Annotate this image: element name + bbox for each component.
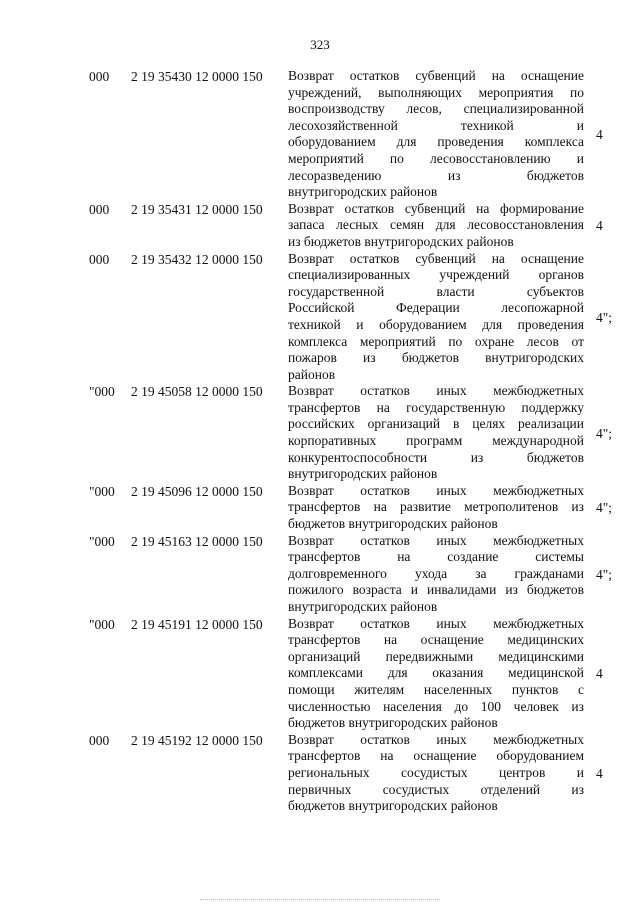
admin-code: 000: [89, 732, 110, 748]
admin-code: 000: [89, 201, 110, 217]
admin-code: 000: [89, 69, 110, 84]
table-row: [0, 483, 640, 533]
normative-percent: 4: [596, 127, 603, 142]
description-line: региональных сосудистых центров и: [288, 764, 584, 780]
budget-codes-table: [0, 68, 640, 815]
description-line: бюджетов внутригородских районов: [288, 798, 498, 814]
revenue-description: [288, 483, 584, 533]
description-line: Возврат остатков иных межбюджетных: [288, 482, 584, 498]
normative-percent: 4";: [596, 566, 613, 582]
admin-code: "000: [89, 616, 115, 632]
description-line: пожаров из бюджетов внутригородских: [288, 350, 584, 366]
description-line: бюджетов внутригородских районов: [288, 516, 498, 532]
description-line: Возврат остатков иных межбюджетных: [288, 532, 584, 548]
description-line: Возврат остатков субвенций на оснащение: [288, 68, 584, 83]
normative-percent: 4: [596, 666, 603, 682]
revenue-description: [288, 68, 584, 201]
description-line: комплексами для оказания медицинской: [288, 665, 584, 681]
description-line: трансфертов на оснащение медицинских: [288, 632, 584, 648]
description-line: пожилого возраста и инвалидами из бюджетов: [288, 582, 584, 598]
description-line: трансфертов на оснащение оборудованием: [288, 748, 584, 764]
revenue-description: [288, 201, 584, 251]
description-line: лесохозяйственной техникой и: [288, 117, 584, 133]
budget-classification-code: 2 19 45192 12 0000 150: [131, 732, 263, 748]
description-line: первичных сосудистых отделений из: [288, 781, 584, 797]
description-line: мероприятий по лесовосстановлению и: [288, 150, 584, 166]
description-line: учреждений, выполняющих мероприятия по: [288, 84, 584, 100]
description-line: лесоразведению из бюджетов: [288, 167, 584, 183]
budget-classification-code: 2 19 45163 12 0000 150: [131, 533, 263, 549]
description-line: запаса лесных семян для лесовосстановления: [288, 217, 584, 233]
description-line: районов: [288, 366, 336, 382]
page-bottom-rule: [200, 899, 440, 901]
description-line: комплекса мероприятий по охране лесов от: [288, 333, 584, 349]
description-line: внутригородских районов: [288, 184, 438, 200]
table-row: [0, 251, 640, 384]
revenue-description: [288, 533, 584, 616]
budget-classification-code: 2 19 45096 12 0000 150: [131, 483, 263, 499]
normative-percent: 4: [596, 765, 603, 781]
description-line: государственной власти субъектов: [288, 283, 584, 299]
description-line: бюджетов внутригородских районов: [288, 715, 498, 731]
description-line: организаций передвижными медицинскими: [288, 648, 584, 664]
table-row: [0, 201, 640, 251]
description-line: российских организаций в целях реализации: [288, 416, 584, 432]
description-line: корпоративных программ международной: [288, 433, 584, 449]
admin-code: "000: [89, 384, 115, 400]
budget-classification-code: 2 19 35432 12 0000 150: [131, 251, 263, 267]
normative-percent: 4";: [596, 309, 613, 325]
normative-percent: 4";: [596, 500, 613, 516]
description-line: численностью населения до 100 человек из: [288, 698, 584, 714]
description-line: Российской Федерации лесопожарной: [288, 300, 584, 316]
description-line: внутригородских районов: [288, 466, 438, 482]
description-line: внутригородских районов: [288, 599, 438, 614]
description-line: Возврат остатков иных межбюджетных: [288, 383, 584, 399]
description-line: оборудованием для проведения комплекса: [288, 134, 584, 150]
description-line: помощи жителям населенных пунктов с: [288, 681, 584, 697]
normative-percent: 4";: [596, 425, 613, 441]
table-row: [0, 68, 640, 201]
description-line: долговременного ухода за гражданами: [288, 565, 584, 581]
admin-code: "000: [89, 483, 115, 499]
table-row: [0, 616, 640, 732]
description-line: трансфертов на государственную поддержку: [288, 399, 584, 415]
description-line: Возврат остатков иных межбюджетных: [288, 731, 584, 747]
revenue-description: [288, 732, 584, 815]
admin-code: 000: [89, 251, 110, 267]
budget-classification-code: 2 19 35431 12 0000 150: [131, 201, 263, 217]
admin-code: "000: [89, 533, 115, 549]
revenue-description: [288, 251, 584, 384]
description-line: трансфертов на развитие метрополитенов из: [288, 499, 584, 515]
normative-percent: 4: [596, 218, 603, 234]
budget-classification-code: 2 19 45058 12 0000 150: [131, 384, 263, 400]
description-line: Возврат остатков субвенций на формирование: [288, 200, 584, 216]
table-row: [0, 732, 640, 815]
description-line: трансфертов на создание системы: [288, 549, 584, 565]
budget-classification-code: 2 19 45191 12 0000 150: [131, 616, 263, 632]
table-row: [0, 383, 640, 483]
description-line: конкурентоспособности из бюджетов: [288, 449, 584, 465]
revenue-description: [288, 383, 584, 483]
description-line: специализированных учреждений органов: [288, 267, 584, 283]
description-line: из бюджетов внутригородских районов: [288, 233, 514, 249]
page-number: 323: [310, 37, 330, 52]
description-line: техникой и оборудованием для проведения: [288, 316, 584, 332]
revenue-description: [288, 616, 584, 732]
budget-classification-code: 2 19 35430 12 0000 150: [131, 69, 263, 84]
description-line: воспроизводству лесов, специализированной: [288, 101, 584, 117]
table-row: [0, 533, 640, 616]
description-line: Возврат остатков субвенций на оснащение: [288, 250, 584, 266]
description-line: Возврат остатков иных межбюджетных: [288, 615, 584, 631]
